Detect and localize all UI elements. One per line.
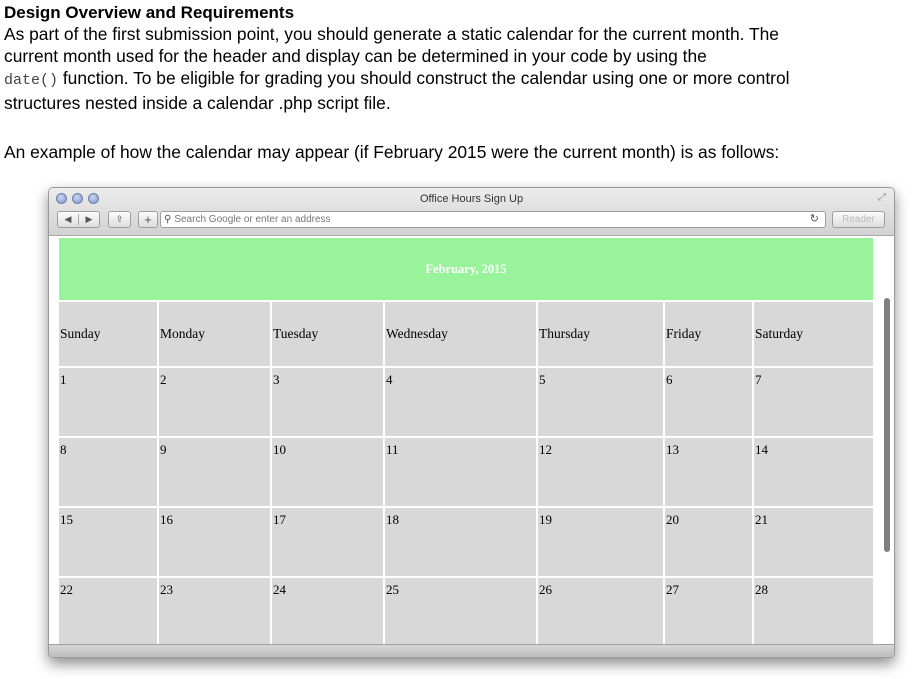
weekday-label: Sunday bbox=[58, 301, 158, 367]
browser-toolbar bbox=[49, 188, 894, 236]
month-title: February, 2015 bbox=[58, 237, 874, 301]
day-cell: 16 bbox=[158, 507, 271, 577]
day-cell: 26 bbox=[537, 577, 664, 647]
day-cell: 9 bbox=[158, 437, 271, 507]
paragraph-line-3 bbox=[4, 67, 920, 92]
vertical-scrollbar[interactable] bbox=[884, 298, 890, 552]
weekday-label: Wednesday bbox=[384, 301, 537, 367]
day-cell: 24 bbox=[271, 577, 384, 647]
weekday-label: Thursday bbox=[537, 301, 664, 367]
reload-icon[interactable]: ↻ bbox=[809, 213, 819, 225]
day-cell: 4 bbox=[384, 367, 537, 437]
day-cell: 20 bbox=[664, 507, 753, 577]
back-icon[interactable]: ◀ bbox=[58, 214, 79, 225]
week-row bbox=[58, 507, 874, 577]
example-caption: An example of how the calendar may appear (if February 2015 were the current month) is as follows: bbox=[4, 142, 780, 162]
day-cell: 12 bbox=[537, 437, 664, 507]
day-cell: 2 bbox=[158, 367, 271, 437]
day-cell: 21 bbox=[753, 507, 874, 577]
weekday-label: Friday bbox=[664, 301, 753, 367]
day-cell: 5 bbox=[537, 367, 664, 437]
new-tab-icon[interactable]: + bbox=[138, 211, 158, 228]
day-cell: 27 bbox=[664, 577, 753, 647]
day-cell: 25 bbox=[384, 577, 537, 647]
fullscreen-icon[interactable]: ⤢ bbox=[878, 192, 886, 203]
day-cell: 14 bbox=[753, 437, 874, 507]
week-row bbox=[58, 437, 874, 507]
forward-icon[interactable]: ▶ bbox=[85, 214, 93, 224]
day-cell: 15 bbox=[58, 507, 158, 577]
paragraph-line-3-text: function. To be eligible for grading you should construct the calendar using one or more control bbox=[58, 68, 790, 88]
document-text bbox=[4, 2, 920, 114]
week-row bbox=[58, 577, 874, 647]
page-viewport bbox=[49, 236, 894, 657]
day-cell: 17 bbox=[271, 507, 384, 577]
day-cell: 13 bbox=[664, 437, 753, 507]
day-cell: 1 bbox=[58, 367, 158, 437]
weekday-row bbox=[58, 301, 874, 367]
address-bar[interactable] bbox=[160, 211, 826, 228]
section-heading: Design Overview and Requirements bbox=[4, 3, 295, 22]
weekday-label: Monday bbox=[158, 301, 271, 367]
window-title: Office Hours Sign Up bbox=[419, 193, 524, 205]
calendar-table bbox=[57, 236, 875, 648]
day-cell: 3 bbox=[271, 367, 384, 437]
share-icon[interactable]: ⇪ bbox=[108, 211, 131, 228]
date-function-code: date() bbox=[4, 72, 59, 89]
day-cell: 10 bbox=[271, 437, 384, 507]
paragraph-line-1: As part of the first submission point, you should generate a static calendar for the current month. The bbox=[4, 24, 779, 44]
status-bar bbox=[49, 644, 894, 657]
reader-button[interactable]: Reader bbox=[832, 211, 885, 228]
calendar-header-row bbox=[58, 237, 874, 301]
address-placeholder: Search Google or enter an address bbox=[174, 214, 331, 225]
day-cell: 8 bbox=[58, 437, 158, 507]
week-row bbox=[58, 367, 874, 437]
paragraph-line-2: current month used for the header and display can be determined in your code by using the bbox=[4, 46, 707, 66]
day-cell: 22 bbox=[58, 577, 158, 647]
paragraph-line-4: structures nested inside a calendar .php script file. bbox=[4, 93, 391, 113]
back-forward-buttons bbox=[57, 211, 100, 228]
day-cell: 11 bbox=[384, 437, 537, 507]
day-cell: 6 bbox=[664, 367, 753, 437]
day-cell: 7 bbox=[753, 367, 874, 437]
weekday-label: Tuesday bbox=[271, 301, 384, 367]
day-cell: 19 bbox=[537, 507, 664, 577]
weekday-label: Saturday bbox=[753, 301, 874, 367]
search-icon: ⚲ bbox=[164, 214, 172, 225]
day-cell: 28 bbox=[753, 577, 874, 647]
day-cell: 18 bbox=[384, 507, 537, 577]
browser-window bbox=[48, 187, 895, 658]
day-cell: 23 bbox=[158, 577, 271, 647]
